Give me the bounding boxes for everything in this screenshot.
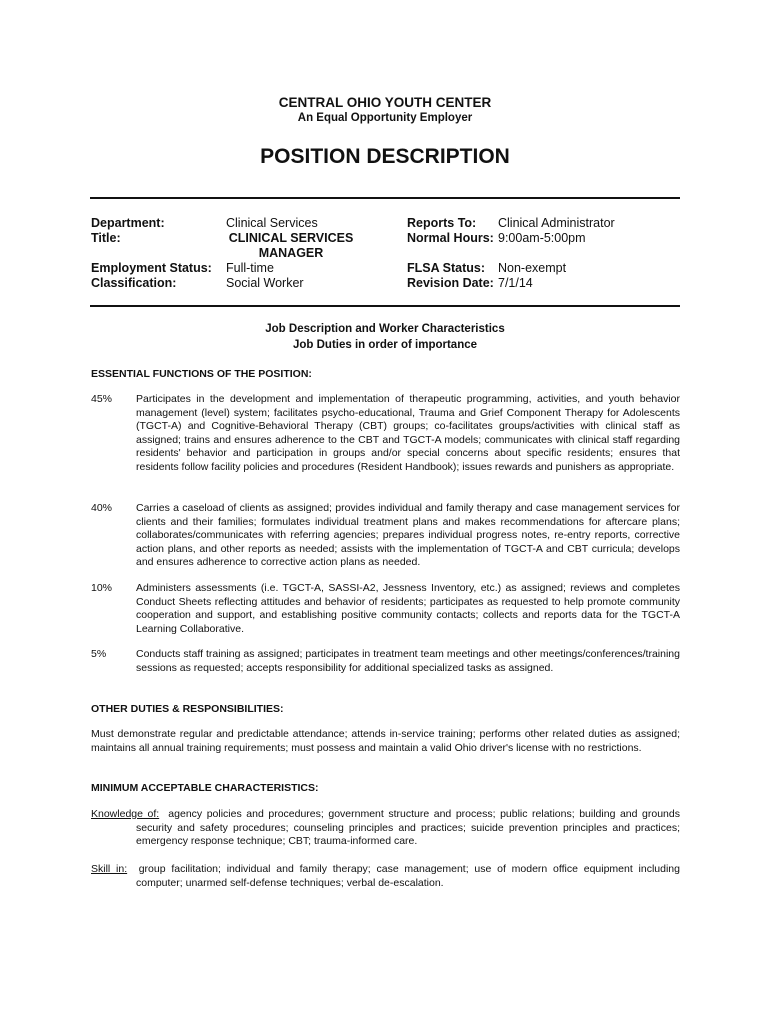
flsa-status-value: Non-exempt [498, 261, 567, 275]
section-heading-line1: Job Description and Worker Characteristics [265, 323, 505, 335]
duty-percent: 45% [91, 393, 113, 405]
normal-hours-label: Normal Hours: [407, 231, 494, 245]
other-duties-heading: OTHER DUTIES & RESPONSIBILITIES: [91, 703, 284, 715]
duty-text: Carries a caseload of clients as assigned; provides individual and family therapy and case management services for clients and their families; formulates individual treatment plans and makes recommendations for aftercare plans; collaborates/communicates with referring agencies; prepares individual progress notes, re-entry reports, corrective action plans, and other reports as needed; assists with the implementation of TGCT-A and CBT curricula; develops and ensures adherence to corrective action plans as needed. [136, 502, 680, 569]
revision-date-value: 7/1/14 [498, 276, 533, 290]
reports-to-value: Clinical Administrator [498, 216, 615, 230]
department-value: Clinical Services [226, 216, 318, 230]
essential-functions-heading: ESSENTIAL FUNCTIONS OF THE POSITION: [91, 368, 312, 380]
duty-text: Participates in the development and implementation of therapeutic programming, activities, and youth behavior management (level) system; facilitates psycho-educational, Trauma and Grief Component Therapy for Adolescents (TGCT-A) and Cognitive-Behavioral Therapy (CBT) groups; co-facilitates groups/activities with clinical staff as assigned; trains and ensures adherence to the CBT and TGCT-A models; communicates with clinical staff regarding residents' behavior and participation in groups and/or special concerns about specific residents; ensures that residents follow facility policies and procedures (Resident Handbook); issues rewards and punishers as appropriate. [136, 393, 680, 473]
duty-percent: 5% [91, 648, 107, 660]
revision-date-label: Revision Date: [407, 276, 494, 290]
knowledge-label: Knowledge of: [91, 808, 160, 820]
other-duties-text: Must demonstrate regular and predictable attendance; attends in-service training; performs other related duties as assigned; maintains all annual training requirements; must possess and maintain a valid Ohio driver's license with no restrictions. [91, 728, 680, 754]
employment-status-value: Full-time [226, 261, 274, 275]
classification-value: Social Worker [226, 276, 304, 290]
skill-text: group facilitation; individual and family therapy; case management; use of modern office equipment including computer; unarmed self-defense techniques; verbal de-escalation. [136, 863, 680, 889]
title-value-line2: MANAGER [258, 246, 324, 260]
knowledge-paragraph [91, 808, 680, 849]
normal-hours-value: 9:00am-5:00pm [498, 231, 586, 245]
skill-label: Skill in: [91, 863, 128, 875]
section-heading-line2: Job Duties in order of importance [292, 339, 478, 351]
department-label: Department: [91, 216, 165, 230]
flsa-status-label: FLSA Status: [407, 261, 486, 275]
title-label: Title: [91, 231, 121, 245]
organization-tagline: An Equal Opportunity Employer [297, 112, 473, 124]
knowledge-text: agency policies and procedures; government structure and process; public relations; building and grounds security and safety procedures; counseling principles and practices; suicide prevention principles and practices; emergency response technique; CBT; trauma-informed care. [136, 808, 680, 848]
minimum-characteristics-heading: MINIMUM ACCEPTABLE CHARACTERISTICS: [91, 782, 319, 794]
duty-text: Conducts staff training as assigned; participates in treatment team meetings and other meetings/conferences/training sessions as requested; accepts responsibility for additional specialized tasks as assigned. [136, 648, 680, 674]
duty-percent: 40% [91, 502, 113, 514]
bottom-divider [90, 305, 680, 307]
title-value-line1: CLINICAL SERVICES [228, 231, 354, 245]
duty-text: Administers assessments (i.e. TGCT-A, SASSI-A2, Jessness Inventory, etc.) as assigned; reviews and completes Conduct Sheets reflecting attitudes and behavior of residents; participates as requested to help promote community cooperation and support, and establishing positive community contacts; collects and reports data for the TGCT-A Learning Collaborative. [136, 582, 680, 635]
duty-percent: 10% [91, 582, 113, 594]
reports-to-label: Reports To: [407, 216, 477, 230]
organization-name: CENTRAL OHIO YOUTH CENTER [278, 95, 492, 110]
skill-paragraph [91, 863, 680, 890]
document-title: POSITION DESCRIPTION [260, 145, 510, 168]
employment-status-label: Employment Status: [91, 261, 212, 275]
classification-label: Classification: [91, 276, 177, 290]
top-divider [90, 197, 680, 199]
